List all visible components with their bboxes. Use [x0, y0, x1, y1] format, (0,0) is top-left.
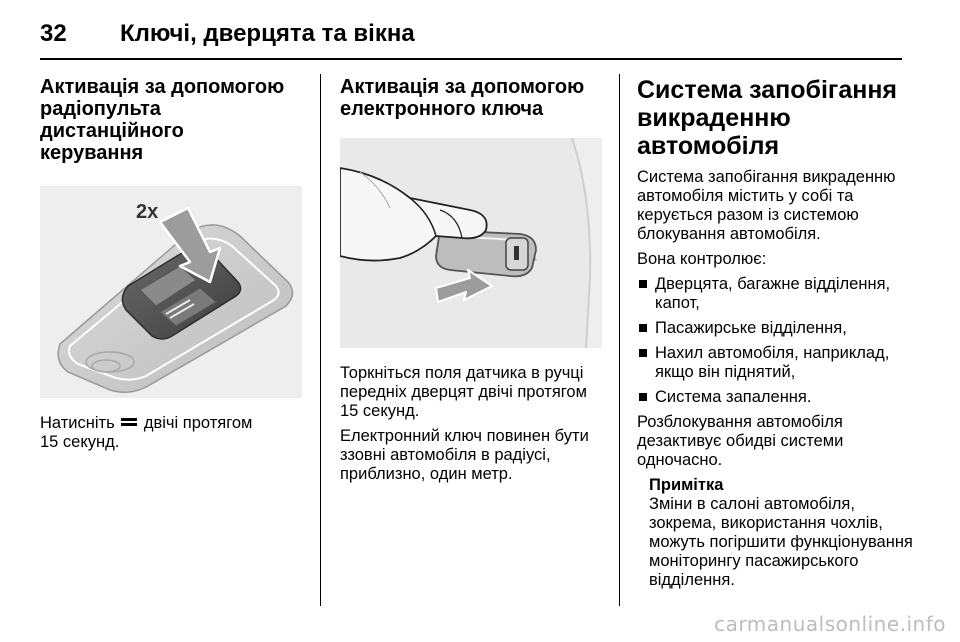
electronic-key-instruction: Торкніться поля датчика в ручці передніх дверцят двічі протягом 15 секунд. — [340, 364, 587, 420]
remote-key-drawing — [40, 186, 302, 398]
column-divider-2 — [619, 74, 620, 606]
header-rule — [40, 58, 902, 60]
note-title: Примітка — [649, 476, 724, 494]
site-watermark: carmanualsonline.info — [714, 612, 946, 636]
section-heading-anti-theft: Система запобігання викраденню автомобіля — [637, 76, 898, 160]
electronic-key-range-note: Електронний ключ повинен бути ззовні автомобіля в радіусі, приблизно, один метр. — [340, 427, 589, 483]
caption-text-start: Натисніть — [40, 414, 120, 432]
remote-caption — [40, 414, 310, 452]
column-divider-1 — [320, 74, 321, 606]
door-handle-illustration — [340, 138, 602, 348]
monitored-areas-list — [637, 275, 907, 407]
remote-key-illustration — [40, 186, 302, 398]
caption-line-2: 15 секунд. — [40, 433, 120, 451]
note-block — [637, 476, 913, 590]
chapter-title: Ключі, дверцята та вікна — [120, 20, 415, 47]
lock-button-icon — [121, 418, 137, 426]
anti-theft-intro: Система запобігання викраденню автомобіля містить у собі та керується разом із системою блокування автомобіля. — [637, 168, 896, 243]
column-electronic-key — [340, 76, 610, 490]
list-item: Нахил автомобіля, наприклад, якщо він піднятий, — [637, 344, 907, 382]
section-heading-electronic-key: Активація за допомогою електронного ключа — [340, 76, 585, 120]
square-bullet-icon — [639, 324, 647, 332]
caption-text-end: двічі протягом — [139, 414, 253, 432]
square-bullet-icon — [639, 393, 647, 401]
square-bullet-icon — [639, 349, 647, 357]
column-remote-control — [40, 76, 310, 452]
list-item: Система запалення. — [637, 388, 907, 407]
list-item: Дверцята, багажне відділення, капот, — [637, 275, 907, 313]
section-heading-remote: Активація за допомогою радіопульта дистанційного керування — [40, 76, 285, 164]
page-number: 32 — [40, 20, 67, 47]
press-count-label: 2x — [136, 201, 159, 223]
square-bullet-icon — [639, 280, 647, 288]
note-body: Зміни в салоні автомобіля, зокрема, використання чохлів, можуть погіршити функціонування моніторингу пасажирського відділення. — [649, 495, 913, 589]
door-handle-drawing — [340, 138, 602, 348]
page-header — [40, 12, 902, 56]
column-anti-theft — [637, 76, 913, 590]
list-item: Пасажирське відділення, — [637, 319, 907, 338]
unlock-deactivation-text: Розблокування автомобіля дезактивує обидві системи одночасно. — [637, 413, 844, 469]
controls-label: Вона контролює: — [637, 250, 767, 268]
